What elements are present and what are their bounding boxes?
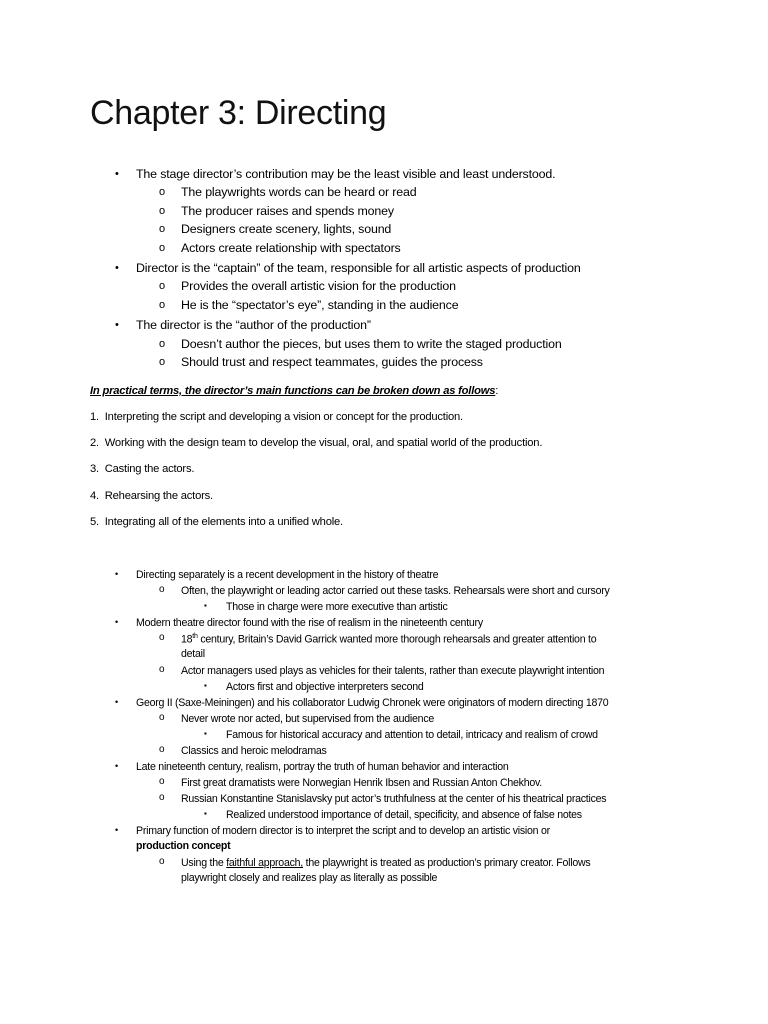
numbered-item	[90, 411, 463, 423]
list-item: Actors create relationship with spectators	[181, 241, 401, 255]
item-number: 2.	[90, 437, 99, 449]
list-item: Late nineteenth century, realism, portray the truth of human behavior and interaction	[136, 761, 509, 773]
circle-marker: o	[159, 356, 166, 368]
bullet-marker: •	[115, 262, 119, 274]
circle-marker: o	[159, 792, 165, 803]
square-marker: ▪	[204, 729, 207, 738]
list-item: Provides the overall artistic vision for the production	[181, 279, 456, 293]
list-item: Those in charge were more executive than artistic	[226, 601, 448, 613]
list-item-continuation: production concept	[136, 840, 231, 852]
list-item-continuation: detail	[181, 648, 205, 660]
item-number: 5.	[90, 516, 99, 528]
circle-marker: o	[159, 776, 165, 787]
item-number: 4.	[90, 490, 99, 502]
numbered-item	[90, 463, 194, 475]
circle-marker: o	[159, 744, 165, 755]
bullet-marker: •	[115, 761, 119, 771]
list-item: Designers create scenery, lights, sound	[181, 222, 392, 236]
list-item: Actor managers used plays as vehicles for their talents, rather than execute playwright intention	[181, 665, 605, 677]
bullet-marker: •	[115, 697, 119, 707]
list-item: Realized understood importance of detail, specificity, and absence of false notes	[226, 809, 582, 821]
list-item: Director is the “captain” of the team, responsible for all artistic aspects of production	[136, 261, 581, 275]
list-item-continuation: playwright closely and realizes play as literally as possible	[181, 872, 438, 884]
circle-marker: o	[159, 205, 166, 217]
ordinal-suffix: th	[192, 633, 198, 640]
list-item: The director is the “author of the production”	[136, 318, 371, 332]
item-text: Interpreting the script and developing a vision or concept for the production.	[104, 411, 463, 423]
circle-marker: o	[159, 280, 166, 292]
faithful-approach-term: faithful approach,	[226, 857, 303, 869]
list-item: Russian Konstantine Stanislavsky put actor’s truthfulness at the center of his theatrical practices	[181, 793, 607, 805]
list-item: Primary function of modern director is to interpret the script and to develop an artistic vision or	[136, 825, 550, 837]
circle-marker: o	[159, 712, 165, 723]
list-item: Actors first and objective interpreters second	[226, 681, 424, 693]
circle-marker: o	[159, 664, 165, 675]
item-text: Casting the actors.	[104, 463, 195, 475]
list-item	[181, 857, 590, 869]
page-title: Chapter 3: Directing	[90, 94, 387, 132]
item-text: the playwright is treated as production’s primary creator. Follows	[302, 857, 591, 869]
list-item: The producer raises and spends money	[181, 204, 394, 218]
square-marker: ▪	[204, 601, 207, 610]
list-item: The stage director’s contribution may be the least visible and least understood.	[136, 167, 556, 181]
item-text: Integrating all of the elements into a unified whole.	[104, 516, 343, 528]
functions-intro-text: In practical terms, the director’s main functions can be broken down as follows	[90, 385, 496, 397]
circle-marker: o	[159, 299, 166, 311]
list-item	[181, 633, 596, 646]
functions-intro-colon: :	[495, 385, 499, 397]
item-number: 3.	[90, 463, 99, 475]
bullet-marker: •	[115, 825, 119, 835]
square-marker: ▪	[204, 809, 207, 818]
item-text: century, Britain’s David Garrick wanted more thorough rehearsals and greater attention to	[197, 633, 597, 646]
item-text: Using the	[181, 857, 227, 869]
functions-intro	[90, 385, 498, 397]
list-item: Modern theatre director found with the rise of realism in the nineteenth century	[136, 617, 483, 629]
list-item: Famous for historical accuracy and attention to detail, intricacy and realism of crowd	[226, 729, 598, 741]
item-number: 1.	[90, 411, 99, 423]
circle-marker: o	[159, 338, 166, 350]
list-item: The playwrights words can be heard or read	[181, 185, 417, 199]
circle-marker: o	[159, 584, 165, 595]
item-text: Working with the design team to develop the visual, oral, and spatial world of the production.	[104, 437, 543, 449]
circle-marker: o	[159, 856, 165, 867]
list-item: Never wrote nor acted, but supervised from the audience	[181, 713, 435, 725]
list-item: Georg II (Saxe-Meiningen) and his collaborator Ludwig Chronek were originators of modern directing 1870	[136, 697, 609, 709]
numbered-item	[90, 490, 213, 502]
numbered-item	[90, 516, 343, 528]
bullet-marker: •	[115, 319, 119, 331]
list-item: He is the “spectator’s eye”, standing in the audience	[181, 298, 459, 312]
bullet-marker: •	[115, 617, 119, 627]
item-text: Rehearsing the actors.	[104, 490, 213, 502]
list-item: Classics and heroic melodramas	[181, 745, 327, 757]
circle-marker: o	[159, 223, 166, 235]
list-item: First great dramatists were Norwegian Henrik Ibsen and Russian Anton Chekhov.	[181, 777, 542, 789]
list-item: Directing separately is a recent development in the history of theatre	[136, 569, 439, 581]
numbered-item	[90, 437, 542, 449]
ordinal-number: 18	[181, 633, 193, 646]
circle-marker: o	[159, 186, 166, 198]
bullet-marker: •	[115, 569, 119, 579]
list-item: Doesn’t author the pieces, but uses them to write the staged production	[181, 337, 562, 351]
list-item: Should trust and respect teammates, guides the process	[181, 355, 483, 369]
list-item: Often, the playwright or leading actor carried out these tasks. Rehearsals were short and cursory	[181, 585, 610, 597]
square-marker: ▪	[204, 681, 207, 690]
circle-marker: o	[159, 242, 166, 254]
circle-marker: o	[159, 632, 165, 643]
bullet-marker: •	[115, 168, 119, 180]
